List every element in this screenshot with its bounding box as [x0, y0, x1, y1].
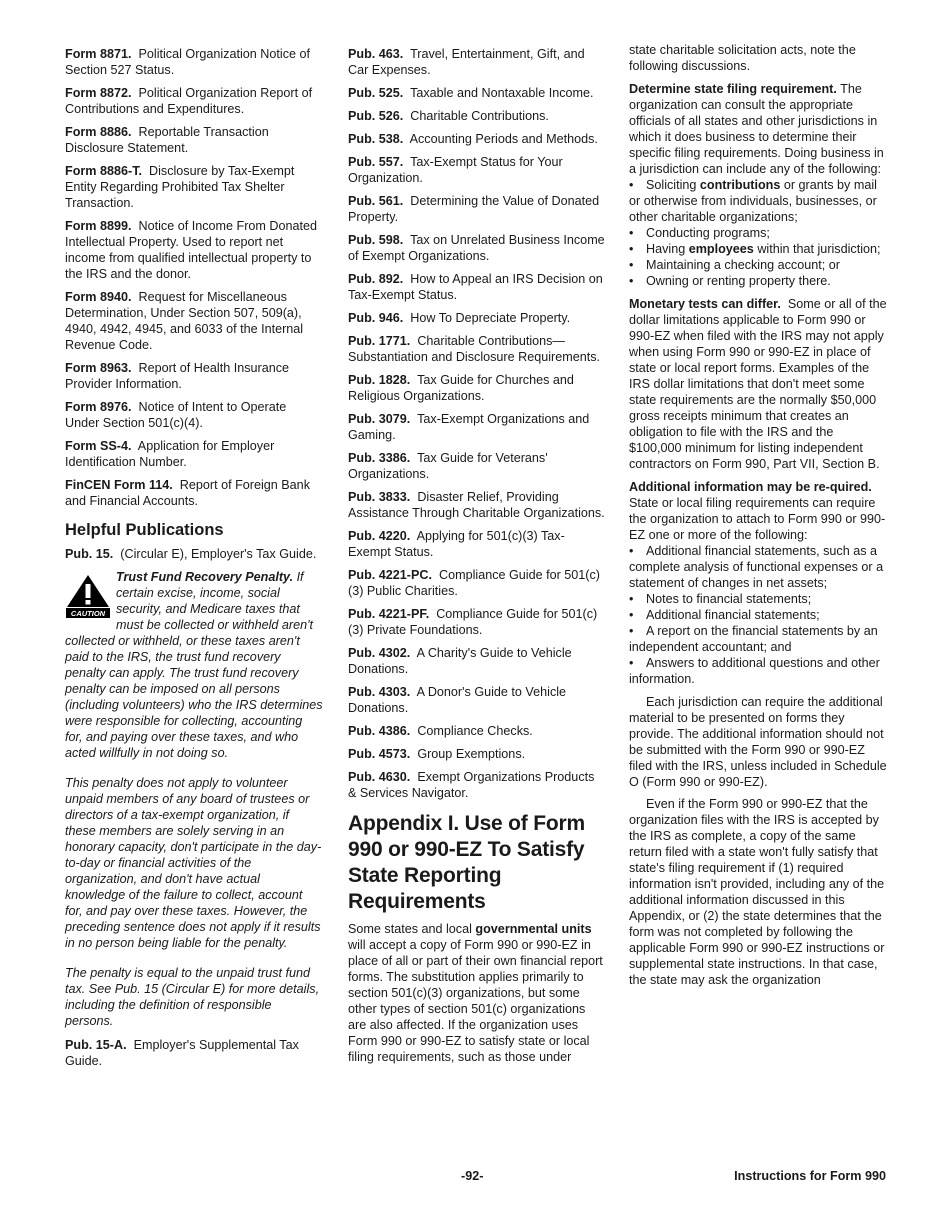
bullet-icon: • — [629, 624, 634, 638]
reference-entry — [348, 108, 606, 124]
monetary-tests-text: Some or all of the dollar limitations applicable to Form 990 or 990-EZ when filed with the IRS may not apply when using Form 990 or 990-EZ in place of state or local report forms. Examples of the IRS dollar limitations that don't meet some state requirements are the normally $50,000 gross receipts minimum that creates an obligation to file with the IRS and the $100,000 minimum for listing independent contractors on Form 990, Part VII, Section B. — [629, 297, 887, 471]
entry-text: Determining the Value of Donated Property. — [348, 194, 600, 224]
entry-lead: Pub. 4386. — [348, 724, 411, 738]
reference-entry — [348, 372, 606, 404]
bullet-icon: • — [629, 656, 634, 670]
entry-text: How to Appeal an IRS Decision on Tax-Exempt Status. — [348, 272, 603, 302]
entry-lead: Pub. 4220. — [348, 529, 411, 543]
entry-text: A Donor's Guide to Vehicle Donations. — [348, 685, 567, 715]
entry-lead: Pub. 1771. — [348, 334, 411, 348]
penalty-exception-paragraph: This penalty does not apply to volunteer unpaid members of any board of trustees or directors of a tax-exempt organization, if these members are solely serving in an honorary capacity, don't participate in the day-to-day or financial activities of the organization, and don't have actual knowledge of the failure to collect, account for, and pay over these taxes. However, the preceding sentence does not apply if it results in no person being liable for the penalty. — [65, 776, 322, 950]
additional-info-text: State or local filing requirements can require the organization to attach to Form 990 or 990-EZ one or more of the following: — [629, 496, 886, 542]
reference-entry — [65, 438, 323, 470]
page-number: -92- — [461, 1169, 484, 1183]
entry-lead: Form 8940. — [65, 290, 132, 304]
bullet-icon: • — [629, 226, 634, 240]
entry-lead: Pub. 3833. — [348, 490, 411, 504]
bullet-icon: • — [629, 258, 634, 272]
reference-entry — [65, 163, 323, 211]
reference-entry — [65, 360, 323, 392]
penalty-amount-paragraph: The penalty is equal to the unpaid trust fund tax. See Pub. 15 (Circular E) for more details, including the definition of responsible persons. — [65, 966, 320, 1028]
even-if-paragraph: Even if the Form 990 or 990-EZ that the organization files with the IRS is accepted by the IRS as complete, a copy of the same return filed with a state won't fully satisfy that state's filing requirement if (1) required information isn't provided, including any of the additional information discussed in this Appendix, or (2) the state determines that the form was not completed by following the applicable Form 990 or 990-EZ instructions or supplemental state instructions. In that case, the state may ask the organization — [629, 797, 885, 987]
entry-lead: Pub. 526. — [348, 109, 404, 123]
entry-text: Exempt Organizations Products & Services Navigator. — [348, 770, 595, 800]
reference-entry — [348, 723, 606, 739]
entry-text: Compliance Guide for 501(c)(3) Public Charities. — [348, 568, 600, 598]
reference-entry — [65, 289, 323, 353]
entry-text: Application for Employer Identification Number. — [65, 439, 275, 469]
additional-bullet-item: • Answers to additional questions and other information. — [629, 656, 880, 686]
reference-entry — [348, 411, 606, 443]
reference-entry — [348, 154, 606, 186]
entry-text: Travel, Entertainment, Gift, and Car Expenses. — [348, 47, 585, 77]
entry-lead: Form 8886-T. — [65, 164, 142, 178]
reference-entry — [348, 489, 606, 521]
column-middle — [348, 46, 606, 1065]
entry-text: Tax-Exempt Organizations and Gaming. — [348, 412, 590, 442]
entry-text: Political Organization Report of Contributions and Expenditures. — [65, 86, 313, 116]
filing-bullet-item: • Conducting programs; — [629, 226, 770, 240]
entry-text: Notice of Intent to Operate Under Section 501(c)(4). — [65, 400, 287, 430]
column-left — [65, 46, 323, 1076]
entry-text: Disaster Relief, Providing Assistance Through Charitable Organizations. — [348, 490, 605, 520]
caution-icon — [65, 573, 111, 619]
publication-list — [348, 46, 606, 801]
entry-text: Political Organization Notice of Section 527 Status. — [65, 47, 310, 77]
caution-lead: Trust Fund Recovery Penalty. — [116, 570, 294, 584]
reference-entry — [348, 131, 606, 147]
reference-entry — [348, 567, 606, 599]
entry-text: Charitable Contributions. — [410, 109, 549, 123]
bullet-icon: • — [629, 274, 634, 288]
appendix-title: Appendix I. Use of Form 990 or 990-EZ To Satisfy State Reporting Requirements — [348, 812, 585, 913]
filing-bullet-item: • Soliciting contributions or grants by mail or otherwise from individuals, businesses, or other charitable organizations; — [629, 178, 877, 224]
reference-entry — [348, 645, 606, 677]
entry-text: Tax on Unrelated Business Income of Exempt Organizations. — [348, 233, 605, 263]
reference-entry — [348, 528, 606, 560]
helpful-publications-heading: Helpful Publications — [65, 521, 224, 539]
reference-entry — [348, 746, 606, 762]
reference-entry — [348, 450, 606, 482]
entry-text: Applying for 501(c)(3) Tax-Exempt Status. — [348, 529, 565, 559]
entry-lead: Pub. 946. — [348, 311, 404, 325]
reference-entry — [65, 477, 323, 509]
bullet-icon: • — [629, 592, 634, 606]
reference-entry — [348, 333, 606, 365]
entry-text: Charitable Contributions—Substantiation and Disclosure Requirements. — [348, 334, 601, 364]
additional-bullet-item: • Additional financial statements; — [629, 608, 820, 622]
bullet-icon: • — [629, 608, 634, 622]
state-filing-heading: Determine state filing requirement. — [629, 82, 837, 96]
reference-entry — [348, 193, 606, 225]
entry-text: Report of Foreign Bank and Financial Accounts. — [65, 478, 310, 508]
filing-bullet-list — [629, 177, 887, 289]
entry-text: Report of Health Insurance Provider Information. — [65, 361, 290, 391]
entry-text: Taxable and Nontaxable Income. — [410, 86, 594, 100]
entry-lead: Form 8886. — [65, 125, 132, 139]
caution-text: If certain excise, income, social security, and Medicare taxes that must be collected or withheld aren't collected or withheld, or these taxes aren't paid to the IRS, the trust fund recovery penalty can apply. The trust fund recovery penalty can be imposed on all persons (including volunteers) who the IRS determines were responsible for collecting, accounting for, and paying over these taxes, and who acted willfully in not doing so. — [65, 570, 323, 760]
reference-entry — [348, 769, 606, 801]
additional-info-heading: Additional information may be re-quired. — [629, 480, 872, 494]
entry-text: How To Depreciate Property. — [410, 311, 571, 325]
entry-lead: Form 8963. — [65, 361, 132, 375]
footer-form-title: Instructions for Form 990 — [734, 1169, 886, 1183]
entry-lead: Pub. 4303. — [348, 685, 411, 699]
entry-text: Tax Guide for Veterans' Organizations. — [348, 451, 548, 481]
entry-lead: Pub. 561. — [348, 194, 404, 208]
entry-lead: Pub. 4221-PC. — [348, 568, 432, 582]
entry-text: Reportable Transaction Disclosure Statement. — [65, 125, 269, 155]
bullet-icon: • — [629, 544, 634, 558]
entry-text: Group Exemptions. — [417, 747, 526, 761]
reference-entry — [65, 124, 323, 156]
entry-lead: Pub. 1828. — [348, 373, 411, 387]
caution-box — [65, 569, 323, 761]
entry-lead: Pub. 4221-PF. — [348, 607, 430, 621]
entry-text: Tax-Exempt Status for Your Organization. — [348, 155, 563, 185]
additional-bullet-item: • Notes to financial statements; — [629, 592, 812, 606]
additional-bullet-item: • Additional financial statements, such as a complete analysis of functional expenses or a statement of changes in net assets; — [629, 544, 884, 590]
bullet-icon: • — [629, 178, 634, 192]
reference-entry — [65, 399, 323, 431]
entry-lead: Pub. 3386. — [348, 451, 411, 465]
caution-icon-label: CAUTION — [70, 609, 106, 618]
appendix-intro: Some states and local governmental units will accept a copy of Form 990 or 990-EZ in place of all or part of their own financial report forms. The substitution applies primarily to section 501(c)(3) organizations, but some other types of section 501(c) organizations are also affected. If the organization uses Form 990 or 990-EZ to satisfy state or local filing requirements, such as those under — [348, 922, 603, 1064]
entry-text: (Circular E), Employer's Tax Guide. — [120, 547, 317, 561]
pub-15a-entry — [65, 1037, 323, 1069]
entry-text: Notice of Income From Donated Intellectual Property. Used to report net income from qualified intellectual property to the IRS and the donor. — [65, 219, 317, 281]
entry-lead: FinCEN Form 114. — [65, 478, 173, 492]
reference-entry — [348, 85, 606, 101]
reference-entry — [348, 232, 606, 264]
filing-bullet-item: • Maintaining a checking account; or — [629, 258, 840, 272]
filing-bullet-item: • Having employees within that jurisdiction; — [629, 242, 881, 256]
entry-lead: Pub. 463. — [348, 47, 404, 61]
state-filing-text: The organization can consult the appropriate officials of all states and other jurisdictions in which it does business to determine their specific filing requirements. Doing business in a jurisdiction can include any of the following: — [629, 82, 884, 176]
entry-lead: Pub. 3079. — [348, 412, 411, 426]
entry-text: Tax Guide for Churches and Religious Organizations. — [348, 373, 574, 403]
entry-lead: Pub. 4302. — [348, 646, 411, 660]
entry-text: Compliance Checks. — [417, 724, 533, 738]
entry-lead: Form 8976. — [65, 400, 132, 414]
jurisdiction-paragraph: Each jurisdiction can require the additional material to be presented on forms they provide. The additional information should not be submitted with the Form 990 or 990-EZ filed with the IRS, unless included in Schedule O (Form 990 or 990-EZ). — [629, 695, 887, 789]
monetary-tests-heading: Monetary tests can differ. — [629, 297, 781, 311]
bullet-icon: • — [629, 242, 634, 256]
reference-entry — [348, 684, 606, 716]
reference-entry — [65, 46, 323, 78]
entry-lead: Pub. 557. — [348, 155, 404, 169]
pub-15-entry — [65, 546, 323, 562]
entry-lead: Pub. 538. — [348, 132, 404, 146]
entry-lead: Pub. 4573. — [348, 747, 411, 761]
entry-lead: Pub. 892. — [348, 272, 404, 286]
reference-entry — [348, 310, 606, 326]
additional-info-section — [629, 479, 887, 687]
additional-bullet-list — [629, 543, 887, 687]
filing-bullet-item: • Owning or renting property there. — [629, 274, 831, 288]
reference-entry — [65, 85, 323, 117]
monetary-tests-section — [629, 296, 887, 472]
entry-text: Request for Miscellaneous Determination, Under Section 507, 509(a), 4940, 4942, 4945, and 6033 of the Internal Revenue Code. — [65, 290, 304, 352]
entry-lead: Pub. 525. — [348, 86, 404, 100]
entry-lead: Pub. 598. — [348, 233, 404, 247]
entry-lead: Pub. 15. — [65, 547, 114, 561]
entry-text: Disclosure by Tax-Exempt Entity Regarding Prohibited Tax Shelter Transaction. — [65, 164, 295, 210]
entry-lead: Form 8872. — [65, 86, 132, 100]
entry-text: Compliance Guide for 501(c)(3) Private Foundations. — [348, 607, 598, 637]
column-right — [629, 42, 887, 994]
entry-lead: Form SS-4. — [65, 439, 132, 453]
entry-text: Employer's Supplemental Tax Guide. — [65, 1038, 299, 1068]
reference-entry — [348, 606, 606, 638]
entry-lead: Pub. 15-A. — [65, 1038, 127, 1052]
continuation-text: state charitable solicitation acts, note the following discussions. — [629, 43, 856, 73]
entry-text: A Charity's Guide to Vehicle Donations. — [348, 646, 572, 676]
reference-entry — [65, 218, 323, 282]
reference-entry — [348, 271, 606, 303]
entry-lead: Pub. 4630. — [348, 770, 411, 784]
entry-text: Accounting Periods and Methods. — [409, 132, 598, 146]
state-filing-section — [629, 81, 887, 289]
entry-lead: Form 8899. — [65, 219, 132, 233]
form-list — [65, 46, 323, 509]
reference-entry — [348, 46, 606, 78]
additional-bullet-item: • A report on the financial statements by an independent accountant; and — [629, 624, 878, 654]
entry-lead: Form 8871. — [65, 47, 132, 61]
